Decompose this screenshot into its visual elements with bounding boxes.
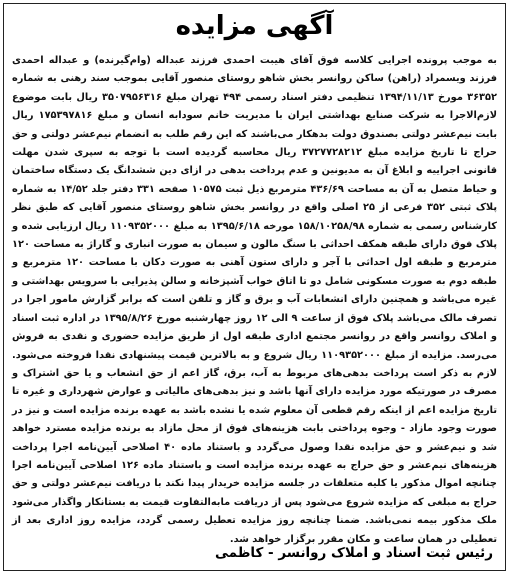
- notice-signature: رئیس ثبت اسناد و املاک روانسر - کاظمی: [214, 545, 493, 561]
- notice-frame: [3, 3, 506, 571]
- notice-body: به موجب پرونده اجرایی کلاسه فوق آقای هیبت احمدی فرزند عبداله (وام‌گیرنده) و عبداله احمدی فرزند ویسمراد (راهن) ساکن روانسر بخش شاهو روستای منصور آقایی بموجب سند رهنی به شماره ۳۶۳۵۲ مورخ ۱۳۹۴/۱۱/۱۳ تنظیمی دفتر اسناد رسمی ۴۹۴ تهران مبلغ ۳۵۰۷۹۵۶۳۱۶ ریال بابت موضوع لازم‌الاجرا به شرکت صنایع بهداشتی ایران با مدیریت خانم سودابه انسان و مبلغ ۱۷۵۳۹۷۸۱۶ ریال بابت نیم‌عشر دولتی بصندوق دولت بدهکار می‌باشند که این رقم طلب به انضمام نیم‌عشر دولتی و حق حراج تا تاریخ مزایده مبلغ ۳۷۲۷۷۲۸۲۱۲ ریال محاسبه گردیده است با توجه به سپری شدن مهلت قانونی اجراییه و ابلاغ آن به مدیونین و عدم پرداخت بدهی در ازای دین ششدانگ یک دستگاه ساختمان و حیاط متصل به آن به مساحت ۴۳۶/۶۹ مترمربع ذیل ثبت ۱۰۵۷۵ صفحه ۳۳۱ دفتر جلد ۱۴/۵۲ به شماره پلاک ثبتی ۳۵۲ فرعی از ۲۵ اصلی واقع در روانسر بخش شاهو روستای منصور آقایی که طبق نظر کارشناس رسمی به شماره ۱۵۸/۱۰۲۵۸/۹۸ مورخه ۱۳۹۵/۶/۱۸ به مبلغ ۱۱۰۹۳۵۲۰۰۰ ریال ارزیابی شده و پلاک فوق دارای طبقه همکف احداثی با سنگ مالون و سیمان به صورت انباری و گاراژ به مساحت ۱۲۰ مترمربع و طبقه اول احداثی با آجر و دارای ستون آهنی به صورت دکان با مساحت ۱۲۰ مترمربع و طبقه دوم به صورت مسکونی شامل دو تا اتاق خواب آشپزخانه و سالن پذیرایی با سرویس بهداشتی و غیره می‌باشد و همچنین دارای انشعابات آب و برق و گاز و تلفن است که برابر گزارش مامور اجرا در تصرف مالک می‌باشد پلاک فوق از ساعت ۹ الی ۱۲ روز چهارشنبه مورخ ۱۳۹۵/۸/۲۶ در اداره ثبت اسناد و املاک روانسر واقع در روانسر مجتمع اداری طبقه اول از طریق مزایده حضوری و نقدی به فروش می‌رسد. مزایده از مبلغ ۱۱۰۹۳۵۲۰۰۰ ریال شروع و به بالاترین قیمت پیشنهادی نقدا فروخته می‌شود. لازم به ذکر است پرداخت بدهی‌های مربوط به آب، برق، گاز اعم از حق انشعاب و یا حق اشتراک و مصرف در صورتیکه مورد مزایده دارای آنها باشد و نیز بدهی‌های مالیاتی و عوارض شهرداری و غیره تا تاریخ مزایده اعم از اینکه رقم قطعی آن معلوم شده یا نشده باشد به عهده برنده مزایده است و نیز در صورت وجود مازاد - وجوه پرداختی بابت هزینه‌های فوق از محل مازاد به برنده مزایده مسترد خواهد شد و نیم‌عشر و حق مزایده نقدا وصول می‌گردد و باستناد ماده ۴۰ اصلاحی آیین‌نامه اجرا پرداخت هزینه‌های نیم‌عشر و حق حراج به عهده برنده مزایده است و باستناد ماده ۱۲۶ اصلاحی آیین‌نامه اجرا چنانچه اموال مذکور یا کلیه متعلقات در جلسه مزایده خریدار پیدا نکند با دریافت نیم‌عشر دولتی و حق حراج به مبلغی که مزایده شروع می‌شود پس از دریافت مابه‌التفاوت قیمت به بستانکار واگذار می‌شود ملک مذکور بیمه نمی‌باشد. ضمنا چنانچه روز مزایده تعطیل رسمی گردد، مزایده روز اداری بعد از تعطیلی در همان ساعت و مکان مقرر برگزار خواهد شد.: [12, 55, 498, 545]
- notice-title: آگهی مزایده: [175, 11, 334, 41]
